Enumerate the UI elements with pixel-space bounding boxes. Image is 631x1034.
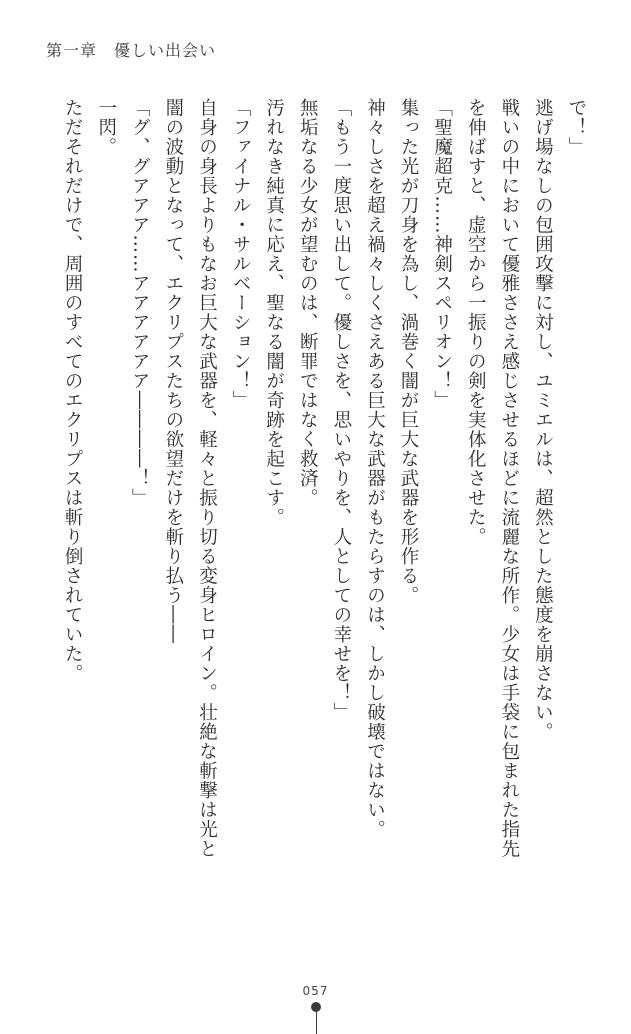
text-line: 自身の身長よりもなお巨大な武器を、軽々と振り切る変身ヒロイン。壮絶な斬撃は光と: [196, 98, 218, 859]
text-line: 闇の波動となって、エクリプスたちの欲望だけを斬り払う――: [162, 98, 184, 644]
text-line: 「聖魔超克……神剣スペリオン！」: [431, 98, 453, 410]
text-line: 集った光が刀身を為し、渦巻く闇が巨大な武器を形作る。: [398, 98, 420, 605]
page-number: 057: [302, 984, 329, 998]
text-line: 「もう一度思い出して。優しさを、思いやりを、人としての幸せを！」: [330, 98, 352, 722]
text-line: 「グ、グアアア……アアアアアア――――！」: [129, 98, 151, 508]
text-line: 「ファイナル・サルベーション！」: [230, 98, 252, 410]
text-line: を伸ばすと、虚空から一振りの剣を実体化させた。: [465, 98, 487, 547]
text-line: ただそれだけで、周囲のすべてのエクリプスは斬り倒されていた。: [62, 98, 84, 683]
text-line: 戦いの中において優雅ささえ感じさせるほどに流麗な所作。少女は手袋に包まれた指先: [498, 98, 520, 859]
text-line: 逃げ場なしの包囲攻撃に対し、ユミエルは、超然とした態度を崩さない。: [532, 98, 554, 742]
text-line: で！」: [566, 98, 587, 157]
text-line: 神々しさを超え禍々しくさえある巨大な武器がもたらすのは、しかし破壊ではない。: [364, 98, 386, 839]
text-line: 汚れなき純真に応え、聖なる闇が奇跡を起こす。: [263, 98, 285, 527]
text-line: 無垢なる少女が望むのは、断罪ではなく救済。: [297, 98, 319, 508]
body-text: [56, 98, 594, 998]
chapter-title: 第一章 優しい出会い: [46, 41, 217, 60]
text-line: 一閃。: [95, 98, 117, 157]
page-marker-icon: [311, 1002, 321, 1033]
page-marker-line: [316, 1011, 317, 1034]
